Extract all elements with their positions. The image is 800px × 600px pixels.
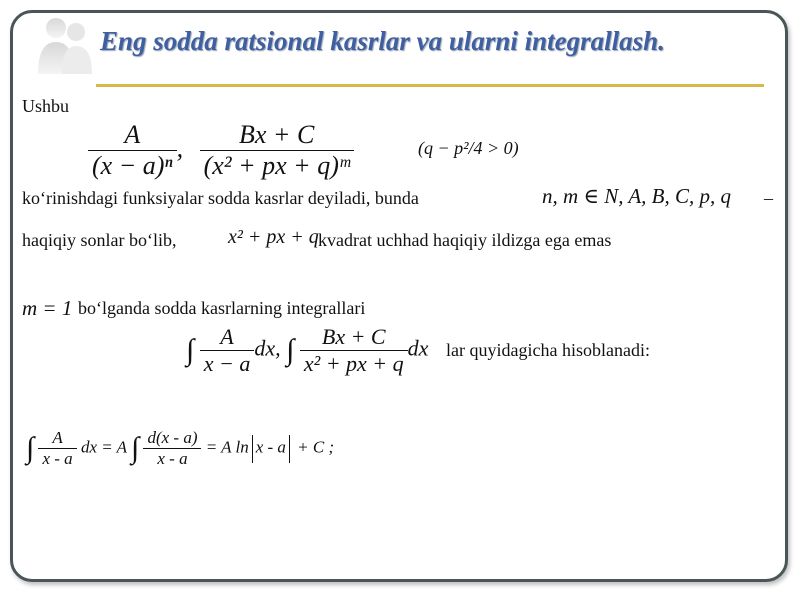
- result-mid-numerator: d(x - a): [143, 428, 201, 449]
- positivity-condition: (q − p²/4 > 0): [418, 138, 519, 158]
- result-lhs-fraction: [38, 428, 76, 469]
- integral-sign-icon: ∫: [26, 431, 35, 465]
- result-formula: [26, 428, 334, 469]
- paragraph-real-numbers: haqiqiy sonlar bo‘lib,: [22, 230, 177, 250]
- result-mid-denominator: x - a: [157, 449, 188, 468]
- integral-sign-icon: ∫: [186, 333, 195, 367]
- people-logo-icon: [34, 14, 96, 76]
- parameters-formula: n, m ∈ N, A, B, C, p, q: [542, 184, 731, 208]
- result-lhs-dx: dx = A: [80, 437, 127, 457]
- simple-fraction-1-numerator: A: [88, 120, 177, 151]
- result-lhs-numerator: A: [38, 428, 76, 449]
- simple-fraction-comma: ,: [176, 133, 184, 163]
- integral-2-fraction: [300, 324, 408, 377]
- integral-sign-icon: ∫: [130, 431, 140, 465]
- title-divider: [96, 84, 764, 87]
- quadratic-formula: x² + px + q: [228, 226, 319, 248]
- m-equals-one-formula: m = 1: [22, 296, 73, 320]
- integral-1-numerator: A: [200, 324, 255, 351]
- integral-1-denominator: x − a: [203, 351, 251, 376]
- page-title: Eng sodda ratsional kasrlar va ularni integrallash.: [100, 26, 665, 56]
- paragraph-integrals: bo‘lganda sodda kasrlarning integrallari: [78, 298, 366, 318]
- paragraph-calculated: lar quyidagicha hisoblanadi:: [446, 340, 650, 360]
- simple-fractions-formula: [88, 120, 354, 181]
- integral-1-dx: dx,: [254, 335, 281, 361]
- result-rhs-abs: x - a: [255, 437, 286, 457]
- simple-fraction-2-numerator: Bx + C: [200, 120, 354, 151]
- result-rhs-prefix: = A ln: [205, 437, 249, 457]
- simple-fraction-1: [88, 120, 177, 181]
- paragraph-quadratic-note: kvadrat uchhad haqiqiy ildizga ega emas: [318, 230, 612, 250]
- simple-fraction-2-denominator: (x² + px + q)ᵐ: [203, 151, 350, 180]
- integrals-formula: [186, 324, 428, 377]
- integral-1-fraction: [200, 324, 255, 377]
- simple-fraction-2: [200, 120, 354, 181]
- integral-2-denominator: x² + px + q: [303, 351, 404, 376]
- result-mid-fraction: [143, 428, 201, 469]
- integral-2-numerator: Bx + C: [300, 324, 408, 351]
- intro-text: Ushbu: [22, 96, 70, 116]
- integral-2-dx: dx: [407, 335, 429, 361]
- abs-bar-left: [252, 435, 253, 463]
- paragraph-definition: ko‘rinishdagi funksiyalar sodda kasrlar deyiladi, bunda: [22, 188, 419, 208]
- result-rhs-suffix: + C ;: [297, 437, 335, 457]
- result-lhs-denominator: x - a: [42, 449, 73, 468]
- simple-fraction-1-denominator: (x − a)ⁿ: [92, 151, 173, 180]
- integral-sign-icon: ∫: [286, 333, 295, 367]
- slide-frame: [10, 10, 788, 582]
- abs-bar-right: [289, 435, 290, 463]
- dash-text: –: [764, 188, 773, 208]
